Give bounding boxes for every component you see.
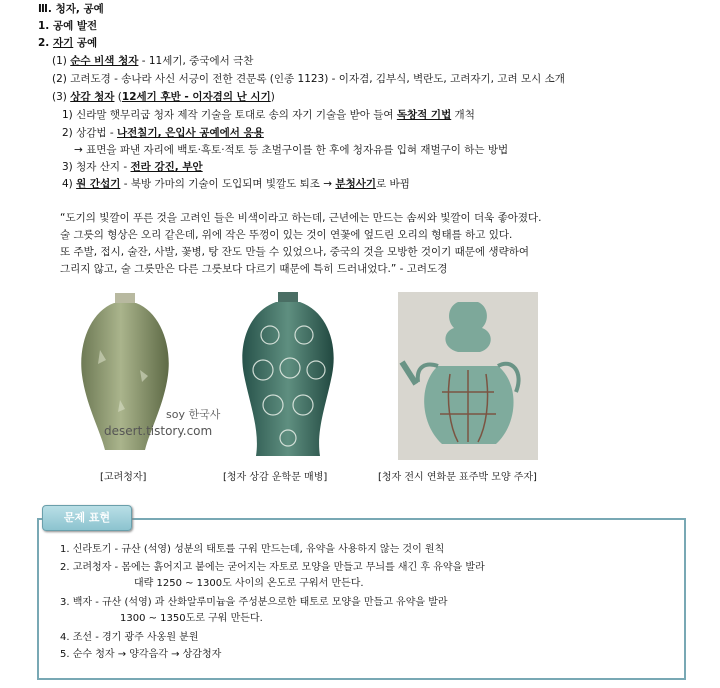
problem-line-3: 3. 백자 - 규산 (석영) 과 산화알루미늄을 주성분으로한 태토로 모양을 만들고 유약을 발라 (60, 597, 448, 608)
problem-line-4: 4. 조선 - 경기 광주 사옹원 분원 (60, 632, 199, 643)
problem-line-2-cont: 대략 1250 ~ 1300도 사이의 온도로 구워서 만든다. (134, 578, 364, 589)
sub-item-4: 4) 원 간섭기 - 북방 가마의 기술이 도입되며 빛깔도 퇴조 → 분청사기로 바뀜 (62, 178, 410, 190)
quote-line: 술 그릇의 형상은 오리 같은데, 위에 작은 뚜껑이 있는 것이 연꽃에 엎드린 오리의 형태를 하고 있다. (60, 229, 513, 241)
sub-item-1: 1) 신라말 햇무리굽 청자 제작 기술을 토대로 송의 자기 기술을 받아 들여 독창적 기법 개척 (62, 109, 475, 121)
section-2-title: 2. 자기 공예 (38, 37, 98, 49)
quote-line: “도기의 빛깔이 푸른 것을 고려인 들은 비색이라고 하는데, 근년에는 만드는 솜씨와 빛깔이 더욱 좋아졌다. (60, 212, 542, 224)
section-1-title: 1. 공예 발전 (38, 20, 98, 32)
celadon-ewer-image (398, 292, 538, 460)
section-heading: Ⅲ. 청자, 공예 (38, 3, 104, 15)
problem-line-2: 2. 고려청자 - 몸에는 흙어지고 붙에는 굳어지는 자토로 모양을 만들고 무늬를 새긴 후 유약을 발라 (60, 562, 485, 573)
watermark-line-2: desert.tistory.com (104, 424, 213, 438)
problem-line-1: 1. 신라토기 - 규산 (석영) 성분의 태토를 구워 만드는데, 유약을 사용하지 않는 것이 원칙 (60, 544, 445, 555)
problem-line-5: 5. 순수 청자 → 양각음각 → 상감청자 (60, 649, 222, 660)
sub-item-3: 3) 청자 산지 - 전라 강진, 부안 (62, 161, 203, 173)
caption-ewer: [청자 전시 연화문 표주박 모양 주자] (378, 472, 537, 483)
watermark-line-1: soy 한국사 (166, 408, 221, 421)
sub-item-2: 2) 상감법 - 나전칠기, 은입사 공예에서 응용 (62, 127, 264, 139)
caption-celadon: [고려청자] (100, 472, 147, 483)
quote-line: 또 주발, 접시, 술잔, 사발, 꽃병, 탕 잔도 만들 수 있었으나, 중국의 것을 모방한 것이기 때문에 생략하여 (60, 246, 530, 258)
inlaid-celadon-vase-image (228, 290, 348, 460)
item-2: (2) 고려도경 - 송나라 사신 서긍이 전한 견문록 (인종 1123) - 이자겸, 김부식, 벽란도, 고려자기, 고려 모시 소개 (52, 73, 565, 85)
quote-line: 그리지 않고, 술 그릇만은 다른 그릇보다 다르기 때문에 특히 드러내었다.” - 고려도경 (60, 263, 448, 275)
caption-inlaid-vase: [청자 상감 운학문 매병] (223, 472, 328, 483)
problem-line-3-cont: 1300 ~ 1350도로 구워 만든다. (120, 613, 263, 624)
item-3: (3) 상감 청자 (12세기 후반 - 이자겸의 난 시기) (52, 91, 275, 103)
problem-title-tag: 문제 표현 (42, 505, 132, 531)
sub-item-2-detail: → 표면을 파낸 자리에 백토·흑토·적토 등 초벌구이를 한 후에 청자유를 입혀 재벌구이 하는 방법 (74, 144, 509, 156)
item-1: (1) 순수 비색 청자 - 11세기, 중국에서 극찬 (52, 55, 254, 67)
quote-block (60, 210, 660, 278)
